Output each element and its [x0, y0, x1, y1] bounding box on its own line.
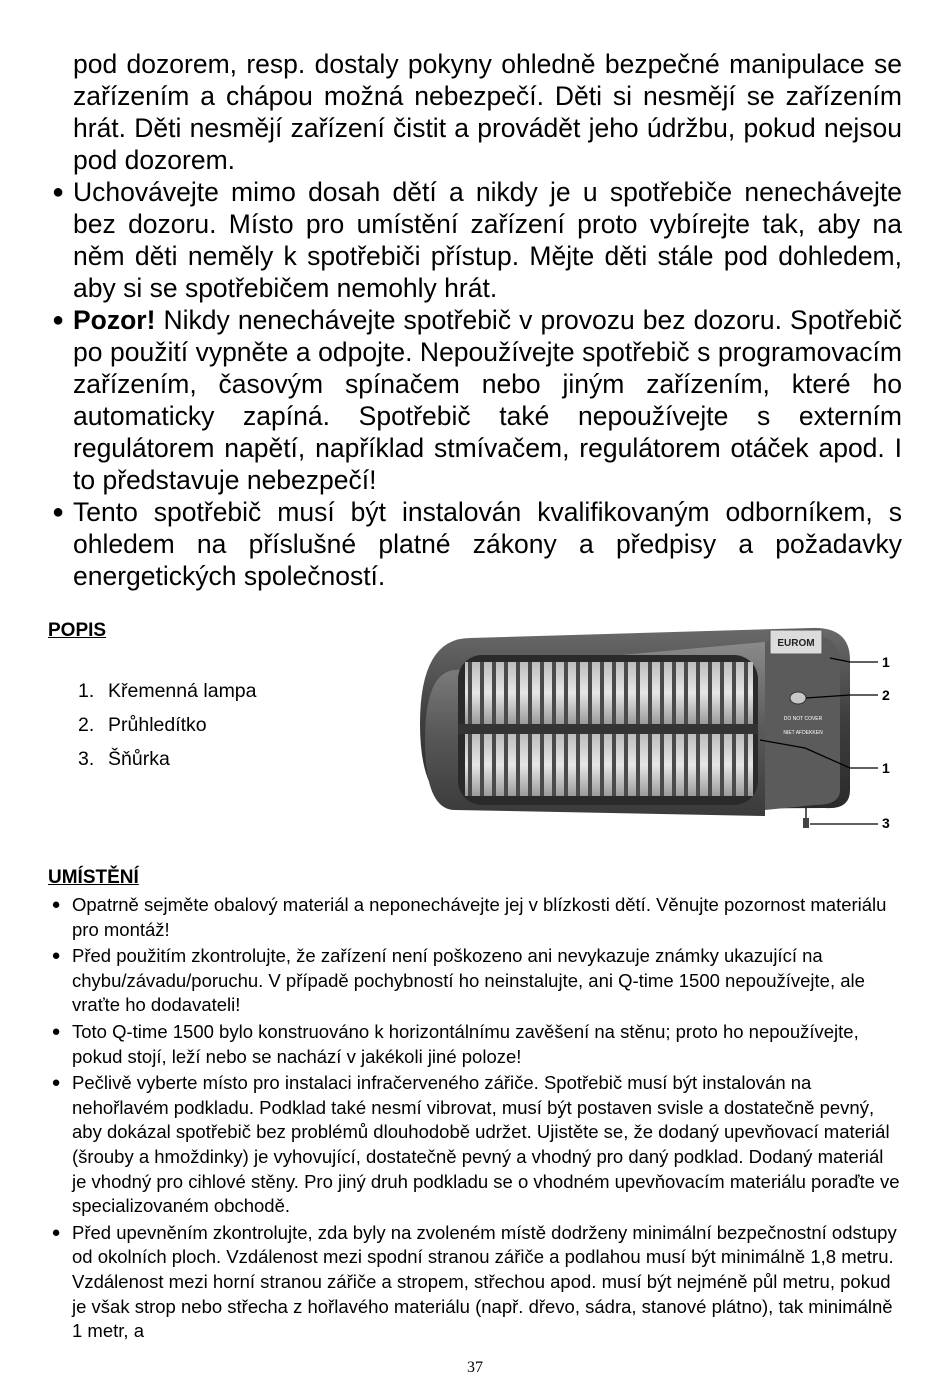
bullet-text: Toto Q-time 1500 bylo konstruováno k horizontálnímu zavěšení na stěnu; proto ho nepoužívejte, pokud stojí, leží nebo se nachází v jakékoli jiné poloze! [72, 1020, 859, 1067]
list-item: 3. Šňůrka [78, 748, 170, 770]
callout-label: 1 [882, 654, 890, 670]
bullet-text: Nikdy nenechávejte spotřebič v provozu bez dozoru. Spotřebič po použití vypněte a odpojte. Nepoužívejte spotřebič s programovacím zařízením, časovým spínačem nebo jiným zařízením, které ho automaticky zapíná. Spotřebič také nepoužívejte s externím regulátorem napětí, například stmívačem, regulátorem otáček apod. I to představuje nebezpečí! [73, 305, 902, 495]
section-heading-popis: POPIS [48, 620, 107, 641]
callout-label: 3 [882, 815, 890, 831]
bullet-icon: ● [51, 1074, 61, 1092]
bullet-icon: ● [51, 501, 65, 523]
safety-text-block [48, 48, 902, 592]
pull-cord-handle [803, 818, 809, 828]
bullet-text: Opatrně sejměte obalový materiál a neponechávejte jej v blízkosti dětí. Věnujte pozornost materiálu pro montáž! [72, 894, 887, 940]
callout-label: 2 [882, 687, 890, 703]
bullet-icon: ● [51, 947, 61, 965]
list-item [48, 1020, 900, 1069]
installation-list [48, 893, 900, 1346]
sticker-text-1: DO NOT COVER [783, 716, 823, 722]
list-item: 1. Křemenná lampa [78, 680, 257, 702]
bullet-item [48, 176, 902, 304]
bullet-text: Před upevněním zkontrolujte, zda byly na zvoleném místě dodrženy minimální bezpečnostní odstupy od okolních ploch. Vzdálenost mezi spodní stranou zářiče a podlahou musí být minimálně 1,8 metru. Vzdálenost mezi horní stranou zářiče a stropem, střechou apod. musí být nejméně půl metru, pokud je však strop nebo střecha z hořlavého materiálu (např. dřevo, sádra, stanové plátno), tak minimálně 1 metr, a [72, 1221, 897, 1342]
bullet-text: Tento spotřebič musí být instalován kvalifikovaným odborníkem, s ohledem na příslušné platné zákony a předpisy a požadavky energetických společností. [73, 497, 902, 591]
bullet-item [48, 496, 902, 592]
bullet-icon: ● [51, 896, 61, 913]
bullet-icon: ● [51, 181, 65, 203]
indicator-window [790, 692, 806, 704]
heater-drawing [410, 620, 900, 835]
list-item [48, 944, 900, 1018]
bullet-text: Uchovávejte mimo dosah dětí a nikdy je u spotřebiče nenechávejte bez dozoru. Místo pro umístění zařízení proto vybírejte tak, aby na něm děti neměly k spotřebiči přístup. Mějte děti stále pod dohledem, aby si se spotřebičem nemohly hrát. [73, 177, 902, 303]
list-item: 2. Průhledítko [78, 714, 207, 736]
bullet-icon: ● [51, 1022, 61, 1040]
bullet-icon: ● [51, 1223, 61, 1241]
quartz-lamp-grill [458, 655, 758, 805]
section-heading-umisteni: UMÍSTĚNÍ [48, 867, 139, 888]
warning-label: Pozor! [73, 305, 156, 335]
list-item [48, 893, 900, 942]
list-item [48, 1221, 900, 1344]
brand-logo-text: EUROM [777, 638, 815, 649]
bullet-item [48, 304, 902, 496]
heater-illustration [410, 620, 900, 835]
parts-list [78, 674, 257, 776]
bullet-icon: ● [51, 309, 65, 331]
bullet-text: Před použitím zkontrolujte, že zařízení není poškozeno ani nevykazuje známky ukazující na chybu/závadu/poruchu. V případě pochybností ho neinstalujte, ani Q-time 1500 nepoužívejte, ale vraťte ho dodavateli! [72, 945, 865, 1016]
sticker-text-2: NIET AFDEKKEN [783, 730, 823, 736]
page-number: 37 [467, 1359, 483, 1376]
list-item [48, 1071, 900, 1219]
bullet-text: Pečlivě vyberte místo pro instalaci infračerveného zářiče. Spotřebič musí být instalován na nehořlavém podkladu. Podklad také nesmí vibrovat, musí být postaven svisle a dostatečně pevný, aby dokázal spotřebič bez problémů dlouhodobě udržet. Ujistěte se, že dodaný upevňovací materiál (šrouby a hmoždinky) je vyhovující, dostatečně pevný a vhodný pro daný podklad. Dodaný materiál je vhodný pro cihlové stěny. Pro jiný druh podkladu se o vhodném upevňovacím materiálu poraďte ve specializovaném obchodě. [72, 1072, 900, 1217]
callout-label: 1 [882, 760, 890, 776]
paragraph-continuation: pod dozorem, resp. dostaly pokyny ohledně bezpečné manipulace se zařízením a chápou možná nebezpečí. Děti si nesmějí se zařízením hrát. Děti nesmějí zařízení čistit a provádět jeho údržbu, pokud nejsou pod dozorem. [73, 49, 902, 175]
